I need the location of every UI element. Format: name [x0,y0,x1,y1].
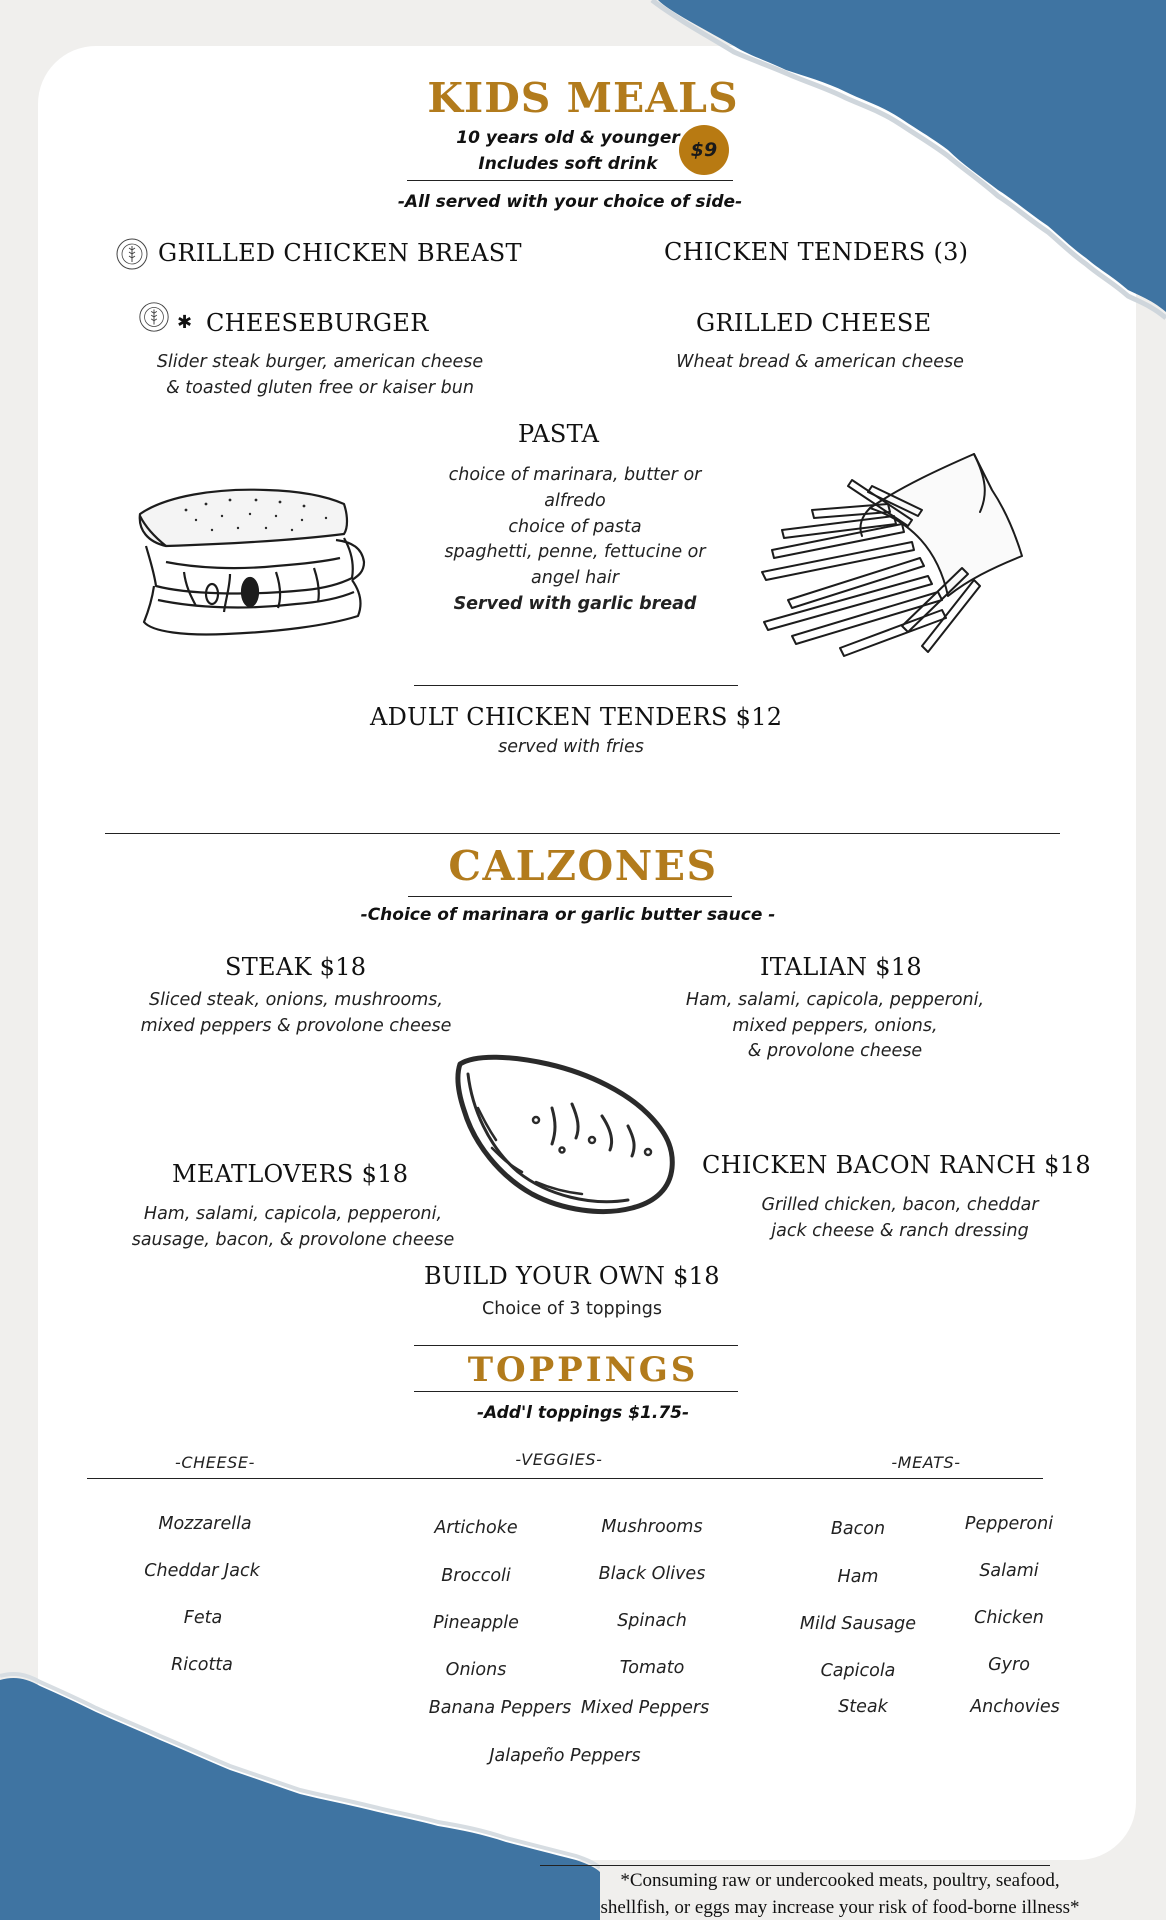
asterisk-icon: ✱ [177,312,193,333]
item-adult-chicken-tenders: ADULT CHICKEN TENDERS $12 [370,703,783,731]
calzones-divider [408,896,732,897]
topping-item: Tomato [619,1658,685,1678]
pasta-desc-line-4: spaghetti, penne, fettucine or [444,542,706,562]
calzone-illustration [452,1048,678,1218]
topping-item: Onions [445,1660,507,1680]
item-chicken-bacon-ranch-calzone: CHICKEN BACON RANCH $18 [702,1151,1091,1179]
veggies-column-heading: -VEGGIES- [515,1450,603,1469]
kids-meals-title: KIDS MEALS [427,74,739,122]
item-grilled-chicken-breast: GRILLED CHICKEN BREAST [158,239,522,267]
cheeseburger-desc-line-1: Slider steak burger, american cheese [156,352,484,372]
item-pasta: PASTA [518,420,600,448]
toppings-columns-divider [87,1478,1043,1479]
italian-desc-line-3: & provolone cheese [747,1041,923,1061]
kids-drink-line: Includes soft drink [478,154,658,174]
meatlovers-desc-line-2: sausage, bacon, & provolone cheese [131,1230,455,1250]
topping-item: Chicken [974,1608,1044,1628]
chicken-bacon-ranch-desc-line-1: Grilled chicken, bacon, cheddar [761,1195,1039,1215]
disclaimer-divider [540,1865,1050,1866]
disclaimer-line-1: *Consuming raw or undercooked meats, poultry, seafood, [620,1870,1060,1891]
topping-item: Salami [979,1561,1039,1581]
disclaimer-line-2: shellfish, or eggs may increase your risk of food-borne illness* [600,1897,1080,1918]
item-meatlovers-calzone: MEATLOVERS $18 [172,1160,409,1188]
french-fries-illustration [752,450,1028,660]
item-chicken-tenders: CHICKEN TENDERS (3) [664,238,969,266]
calzones-title: CALZONES [448,842,718,890]
pasta-desc-line-3: choice of pasta [508,517,642,537]
topping-item: Ham [837,1567,879,1587]
topping-item: Pineapple [433,1613,519,1633]
topping-item: Mushrooms [601,1517,703,1537]
cheeseburger-desc-line-2: & toasted gluten free or kaiser bun [166,378,474,398]
pasta-desc-line-2: alfredo [544,491,606,511]
topping-item: Artichoke [434,1518,518,1538]
gluten-free-icon [114,236,150,272]
topping-item: Mixed Peppers [580,1698,710,1718]
meats-column-heading: -MEATS- [891,1453,961,1472]
topping-item: Gyro [988,1655,1030,1675]
grilled-cheese-desc: Wheat bread & american cheese [676,352,964,372]
pasta-desc-line-5: angel hair [531,568,619,588]
adult-divider [414,685,738,686]
item-build-your-own-calzone: BUILD YOUR OWN $18 [424,1262,720,1290]
topping-item: Anchovies [970,1697,1060,1717]
topping-item: Mild Sausage [799,1614,917,1634]
meatlovers-desc-line-1: Ham, salami, capicola, pepperoni, [143,1204,443,1224]
topping-item: Mozzarella [158,1514,252,1534]
italian-desc-line-1: Ham, salami, capicola, pepperoni, [685,990,985,1010]
adult-chicken-tenders-desc: served with fries [498,737,644,757]
kids-price-badge: $9 [679,125,729,175]
grilled-cheese-sandwich-illustration [126,476,376,646]
build-your-own-desc: Choice of 3 toppings [482,1299,662,1319]
section-divider [105,833,1060,834]
steak-desc-line-2: mixed peppers & provolone cheese [140,1016,452,1036]
steak-desc-line-1: Sliced steak, onions, mushrooms, [148,990,443,1010]
toppings-add-note: -Add'l toppings $1.75- [476,1403,690,1423]
kids-age-line: 10 years old & younger [456,128,680,148]
topping-item: Black Olives [598,1564,706,1584]
topping-item: Ricotta [171,1655,233,1675]
topping-item: Spinach [617,1611,687,1631]
topping-item: Capicola [820,1661,896,1681]
topping-item: Banana Peppers [428,1698,572,1718]
italian-desc-line-2: mixed peppers, onions, [732,1016,938,1036]
item-cheeseburger: CHEESEBURGER [206,309,429,337]
calzones-sauce-note: -Choice of marinara or garlic butter sauce - [360,905,776,925]
topping-item: Steak [838,1697,888,1717]
topping-item: Broccoli [441,1566,511,1586]
item-grilled-cheese: GRILLED CHEESE [696,309,932,337]
gluten-free-icon [137,300,171,334]
chicken-bacon-ranch-desc-line-2: jack cheese & ranch dressing [771,1221,1029,1241]
pasta-desc-line-1: choice of marinara, butter or [448,465,702,485]
item-italian-calzone: ITALIAN $18 [760,953,922,981]
toppings-title: TOPPINGS [467,1350,699,1390]
toppings-bottom-divider [414,1391,738,1392]
topping-item: Jalapeño Peppers [489,1746,641,1766]
toppings-top-divider [414,1345,738,1346]
topping-item: Feta [183,1608,223,1628]
cheese-column-heading: -CHEESE- [174,1453,256,1472]
kids-side-note: -All served with your choice of side- [397,192,743,212]
topping-item: Cheddar Jack [144,1561,260,1581]
topping-item: Bacon [830,1519,886,1539]
topping-item: Pepperoni [964,1514,1054,1534]
kids-divider [407,180,733,181]
item-steak-calzone: STEAK $18 [225,953,367,981]
pasta-desc-line-6: Served with garlic bread [453,594,697,614]
